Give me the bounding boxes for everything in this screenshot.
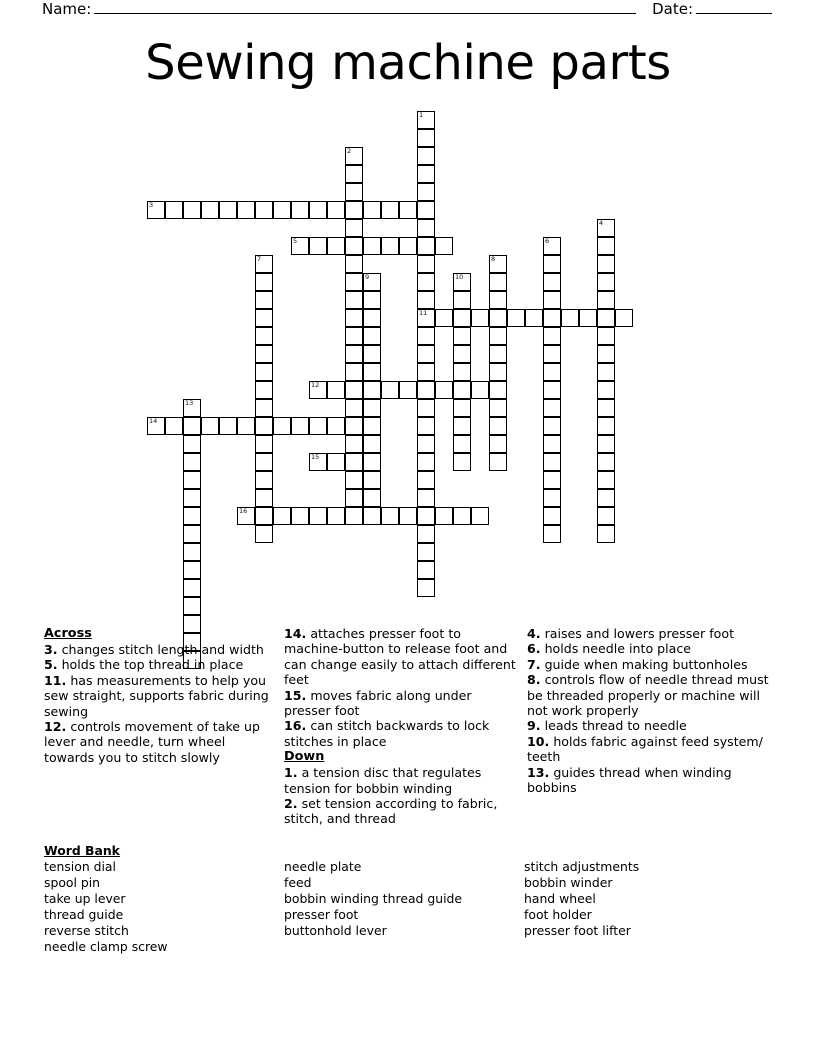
crossword-cell[interactable] [327,417,345,435]
crossword-cell[interactable] [417,183,435,201]
crossword-cell[interactable] [435,507,453,525]
crossword-cell[interactable] [273,201,291,219]
crossword-cell[interactable] [255,417,273,435]
crossword-cell[interactable] [291,507,309,525]
crossword-cell[interactable] [255,291,273,309]
crossword-cell[interactable] [273,417,291,435]
crossword-cell[interactable] [345,381,363,399]
crossword-cell[interactable] [363,381,381,399]
crossword-cell[interactable] [543,255,561,273]
word-bank-item: buttonhold lever [284,923,387,938]
crossword-cell[interactable] [345,453,363,471]
crossword-cell[interactable] [183,417,201,435]
crossword-cell[interactable] [363,453,381,471]
crossword-cell[interactable] [345,291,363,309]
clue-number: 4. [527,626,541,641]
crossword-cell[interactable] [309,237,327,255]
clue-text: has measurements to help you sew straight, supports fabric during sewing [44,672,269,719]
crossword-cell[interactable] [597,309,615,327]
crossword-cell[interactable] [489,291,507,309]
crossword-cell[interactable] [345,147,363,165]
crossword-cell[interactable] [489,381,507,399]
crossword-cell[interactable] [615,309,633,327]
crossword-cell[interactable] [363,399,381,417]
crossword-cell[interactable] [345,201,363,219]
page-title: Sewing machine parts [145,35,671,91]
clue-item [284,765,522,796]
crossword-cell[interactable] [471,507,489,525]
crossword-cell[interactable] [597,219,615,237]
clue-item [284,718,522,749]
crossword-cell[interactable] [489,273,507,291]
crossword-cell[interactable] [255,327,273,345]
crossword-cell[interactable] [417,399,435,417]
crossword-cell[interactable] [417,345,435,363]
crossword-cell[interactable] [417,417,435,435]
crossword-cell[interactable] [255,507,273,525]
date-label: Date: [652,0,693,18]
crossword-cell[interactable] [561,309,579,327]
crossword-cell[interactable] [255,273,273,291]
clue-text: can stitch backwards to lock stitches in place [284,718,490,749]
clues-column-3 [527,626,774,827]
crossword-cell-number: 13 [185,399,194,407]
clue-item [527,641,769,656]
crossword-cell[interactable] [345,363,363,381]
crossword-cell[interactable] [453,453,471,471]
crossword-cell[interactable] [597,471,615,489]
crossword-cell[interactable] [471,309,489,327]
crossword-cell[interactable] [399,237,417,255]
crossword-cell[interactable] [327,201,345,219]
word-bank-columns [44,859,774,955]
crossword-cell[interactable] [363,507,381,525]
crossword-cell[interactable] [543,363,561,381]
crossword-cell[interactable] [237,507,255,525]
crossword-cell-number: 9 [365,273,370,281]
crossword-cell[interactable] [363,201,381,219]
clue-text: a tension disc that regulates tension for bobbin winding [284,765,482,796]
crossword-cell[interactable] [345,183,363,201]
crossword-cell[interactable] [417,309,435,327]
word-bank-section [44,843,774,955]
crossword-cell[interactable] [543,381,561,399]
crossword-cell[interactable] [255,435,273,453]
clue-item [44,657,279,672]
crossword-cell[interactable] [597,453,615,471]
clue-number: 14. [284,626,307,641]
crossword-cell[interactable] [345,489,363,507]
crossword-cell[interactable] [345,273,363,291]
crossword-cell[interactable] [453,327,471,345]
crossword-cell[interactable] [345,309,363,327]
crossword-cell[interactable] [417,435,435,453]
crossword-cell[interactable] [543,291,561,309]
crossword-cell[interactable] [363,345,381,363]
across-heading: Across [44,626,92,641]
clue-item [284,688,522,719]
clue-item [527,765,769,796]
crossword-cell[interactable] [309,201,327,219]
clue-item [284,626,522,688]
clue-number: 8. [527,672,541,688]
clue-text: raises and lowers presser foot [540,626,735,641]
clue-text: guide when making buttonholes [540,656,748,672]
word-bank-item: spool pin [44,875,101,890]
crossword-cell[interactable] [291,417,309,435]
crossword-cell[interactable] [417,291,435,309]
word-bank-item: needle plate [284,859,362,874]
crossword-cell[interactable] [597,363,615,381]
crossword-cell[interactable] [183,435,201,453]
crossword-cell[interactable] [597,273,615,291]
clue-text: controls movement of take up lever and needle, turn wheel towards you to stitch slowly [44,719,261,765]
word-bank-item: bobbin winding thread guide [284,891,463,906]
crossword-cell[interactable] [201,201,219,219]
clue-number: 5. [44,657,58,673]
crossword-cell[interactable] [543,309,561,327]
clues-column-2 [284,626,527,827]
crossword-cell[interactable] [183,525,201,543]
crossword-cell[interactable] [309,453,327,471]
crossword-cell[interactable] [417,255,435,273]
crossword-cell[interactable] [363,417,381,435]
crossword-cell-number: 16 [239,507,248,515]
crossword-cell[interactable] [417,543,435,561]
crossword-cell[interactable] [147,201,165,219]
crossword-cell[interactable] [381,507,399,525]
crossword-cell[interactable] [345,507,363,525]
crossword-cell[interactable] [255,363,273,381]
crossword-cell[interactable] [381,201,399,219]
crossword-cell[interactable] [417,165,435,183]
crossword-cell[interactable] [345,345,363,363]
crossword-cell[interactable] [237,201,255,219]
crossword-cell[interactable] [255,453,273,471]
crossword-cell[interactable] [399,507,417,525]
crossword-cell[interactable] [543,507,561,525]
crossword-cell[interactable] [597,399,615,417]
crossword-cell[interactable] [417,561,435,579]
clue-number: 10. [527,733,550,749]
crossword-cell[interactable] [417,453,435,471]
word-bank-item: hand wheel [524,891,596,906]
crossword-cell[interactable] [363,363,381,381]
crossword-cell[interactable] [453,399,471,417]
clue-number: 11. [44,672,67,688]
crossword-cell[interactable] [399,381,417,399]
crossword-cell[interactable] [255,201,273,219]
crossword-cell[interactable] [345,237,363,255]
crossword-cell[interactable] [363,237,381,255]
clue-number: 1. [284,765,298,781]
crossword-cell[interactable] [165,417,183,435]
crossword-cell[interactable] [417,219,435,237]
crossword-cell[interactable] [597,417,615,435]
crossword-cell[interactable] [363,435,381,453]
crossword-cell[interactable] [417,363,435,381]
crossword-cell[interactable] [453,417,471,435]
word-bank-item: tension dial [44,859,116,874]
clue-number: 16. [284,718,307,734]
crossword-cell-number: 6 [545,237,550,245]
crossword-cell-number: 1 [419,111,424,119]
clue-number: 6. [527,641,541,657]
crossword-cell-number: 3 [149,201,154,209]
crossword-cell[interactable] [363,309,381,327]
word-bank-item: foot holder [524,907,592,922]
crossword-cell[interactable] [489,417,507,435]
crossword-cell[interactable] [363,489,381,507]
clue-text: changes stitch length and width [57,642,264,657]
crossword-cell[interactable] [579,309,597,327]
crossword-cell[interactable] [345,165,363,183]
crossword-cell[interactable] [435,309,453,327]
clue-text: guides thread when winding bobbins [527,764,732,796]
crossword-cell[interactable] [543,489,561,507]
crossword-cell[interactable] [489,363,507,381]
crossword-cell[interactable] [291,201,309,219]
crossword-cell[interactable] [255,255,273,273]
crossword-cell[interactable] [255,381,273,399]
crossword-cell[interactable] [183,399,201,417]
crossword-cell-number: 5 [293,237,298,245]
crossword-cell-number: 8 [491,255,496,263]
crossword-cell[interactable] [183,453,201,471]
clue-item [527,626,769,641]
clue-item [527,672,769,718]
crossword-cell[interactable] [363,291,381,309]
crossword-cell[interactable] [597,435,615,453]
crossword-cell[interactable] [453,381,471,399]
crossword-cell[interactable] [345,219,363,237]
crossword-cell[interactable] [273,507,291,525]
crossword-cell[interactable] [201,417,219,435]
crossword-cell-number: 11 [419,309,428,317]
crossword-cell[interactable] [543,453,561,471]
crossword-cell-number: 15 [311,453,320,461]
crossword-cell[interactable] [345,327,363,345]
crossword-cell[interactable] [489,255,507,273]
crossword-cell[interactable] [255,309,273,327]
clue-number: 7. [527,656,541,672]
crossword-cell[interactable] [453,345,471,363]
clue-number: 15. [284,687,307,703]
crossword-cell[interactable] [543,399,561,417]
crossword-cell-number: 14 [149,417,158,425]
crossword-cell[interactable] [453,363,471,381]
crossword-cell[interactable] [489,453,507,471]
crossword-cell[interactable] [489,399,507,417]
crossword-cell[interactable] [453,273,471,291]
crossword-cell[interactable] [417,471,435,489]
clue-item [284,796,522,827]
crossword-cell[interactable] [237,417,255,435]
crossword-cell[interactable] [417,525,435,543]
crossword-cell[interactable] [417,489,435,507]
crossword-cell[interactable] [147,417,165,435]
clue-item [44,719,279,765]
word-bank-item: reverse stitch [44,923,129,938]
crossword-cell[interactable] [183,561,201,579]
crossword-cell[interactable] [345,399,363,417]
name-label: Name: [42,0,92,18]
crossword-cell[interactable] [597,291,615,309]
clue-text: set tension according to fabric, stitch, and thread [284,796,498,827]
crossword-cell[interactable] [489,327,507,345]
clue-item [44,642,279,657]
crossword-cell[interactable] [543,345,561,363]
crossword-cell[interactable] [183,471,201,489]
crossword-cell[interactable] [255,345,273,363]
crossword-cell[interactable] [453,435,471,453]
crossword-cell[interactable] [597,237,615,255]
word-bank-item: presser foot lifter [524,923,631,938]
crossword-cell[interactable] [363,471,381,489]
crossword-cell[interactable] [417,201,435,219]
clue-number: 13. [527,764,550,780]
clues-column-1 [44,626,284,827]
clue-item [527,718,769,733]
word-bank-heading: Word Bank [44,843,120,858]
crossword-cell[interactable] [255,471,273,489]
crossword-cell[interactable] [417,237,435,255]
word-bank-item: take up lever [44,891,126,906]
crossword-cell[interactable] [219,201,237,219]
clue-text: controls flow of needle thread must be threaded properly or machine will not work properly [527,672,769,719]
crossword-cell[interactable] [363,273,381,291]
crossword-cell[interactable] [435,381,453,399]
crossword-cell[interactable] [417,507,435,525]
crossword-cell[interactable] [543,471,561,489]
crossword-cell[interactable] [597,381,615,399]
word-bank-column [44,859,284,955]
crossword-cell[interactable] [417,147,435,165]
crossword-cell[interactable] [597,255,615,273]
crossword-cell[interactable] [381,381,399,399]
crossword-cell[interactable] [489,345,507,363]
crossword-cell-number: 12 [311,381,320,389]
crossword-cell-number: 2 [347,147,352,155]
clue-text: attaches presser foot to machine-button to release foot and can change easily to attach different feet [284,626,516,688]
crossword-cell[interactable] [543,525,561,543]
crossword-cell[interactable] [183,579,201,597]
crossword-cell[interactable] [453,291,471,309]
crossword-cell[interactable] [399,201,417,219]
crossword-cell[interactable] [327,453,345,471]
word-bank-column [284,859,524,955]
crossword-cell[interactable] [345,255,363,273]
crossword-cell[interactable] [327,381,345,399]
crossword-cell[interactable] [345,417,363,435]
down-heading: Down [284,749,325,765]
crossword-cell[interactable] [219,417,237,435]
crossword-cell[interactable] [327,507,345,525]
crossword-cell[interactable] [309,507,327,525]
clue-number: 3. [44,642,58,657]
crossword-cell[interactable] [543,273,561,291]
crossword-cell[interactable] [165,201,183,219]
crossword-cell[interactable] [453,507,471,525]
clues-section [44,626,774,827]
crossword-cell[interactable] [543,327,561,345]
crossword-cell-number: 4 [599,219,604,227]
crossword-cell[interactable] [291,237,309,255]
crossword-cell[interactable] [255,399,273,417]
crossword-cell[interactable] [255,489,273,507]
crossword-cell[interactable] [417,111,435,129]
crossword-cell[interactable] [597,489,615,507]
crossword-cell[interactable] [543,417,561,435]
crossword-cell[interactable] [309,417,327,435]
crossword-cell[interactable] [327,237,345,255]
crossword-cell[interactable] [183,201,201,219]
crossword-cell[interactable] [345,435,363,453]
crossword-cell[interactable] [381,237,399,255]
crossword-cell[interactable] [525,309,543,327]
crossword-cell[interactable] [183,489,201,507]
crossword-cell[interactable] [597,345,615,363]
clue-item [527,734,769,765]
crossword-cell[interactable] [543,435,561,453]
crossword-cell[interactable] [543,237,561,255]
crossword-cell[interactable] [417,579,435,597]
crossword-cell[interactable] [183,543,201,561]
crossword-cell[interactable] [489,309,507,327]
crossword-cell-number: 10 [455,273,464,281]
crossword-cell[interactable] [417,129,435,147]
crossword-cell[interactable] [453,309,471,327]
crossword-cell[interactable] [183,507,201,525]
crossword-cell[interactable] [471,381,489,399]
clue-item [527,657,769,672]
clue-text: holds the top thread in place [57,657,244,673]
word-bank-item: stitch adjustments [524,859,640,874]
crossword-cell[interactable] [435,237,453,255]
clue-text: holds needle into place [540,641,692,657]
word-bank-item: needle clamp screw [44,939,168,954]
crossword-cell[interactable] [417,327,435,345]
crossword-cell[interactable] [309,381,327,399]
crossword-cell-number: 7 [257,255,262,263]
word-bank-item: presser foot [284,907,359,922]
clue-text: leads thread to needle [540,718,687,734]
crossword-cell[interactable] [507,309,525,327]
crossword-cell[interactable] [597,507,615,525]
crossword-cell[interactable] [183,597,201,615]
clue-number: 12. [44,719,67,735]
crossword-cell[interactable] [597,525,615,543]
clue-number: 9. [527,718,541,734]
crossword-cell[interactable] [597,327,615,345]
crossword-cell[interactable] [363,327,381,345]
crossword-cell[interactable] [489,435,507,453]
clue-text: holds fabric against feed system/ teeth [527,733,763,765]
word-bank-item: thread guide [44,907,124,922]
crossword-cell[interactable] [255,525,273,543]
clue-text: moves fabric along under presser foot [284,687,472,719]
word-bank-column [524,859,764,955]
crossword-cell[interactable] [417,273,435,291]
clue-number: 2. [284,796,298,812]
clue-item [44,673,279,719]
word-bank-item: bobbin winder [524,875,613,890]
word-bank-item: feed [284,875,312,890]
crossword-cell[interactable] [345,471,363,489]
crossword-cell[interactable] [417,381,435,399]
